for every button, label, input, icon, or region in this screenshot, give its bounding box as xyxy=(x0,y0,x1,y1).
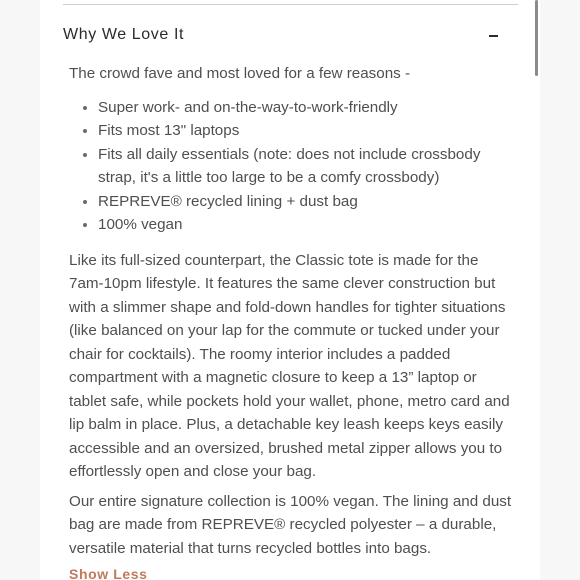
intro-text: The crowd fave and most loved for a few reasons - xyxy=(69,65,411,82)
minus-icon[interactable] xyxy=(489,30,499,40)
left-gutter xyxy=(0,0,40,580)
description-paragraph: Like its full-sized counterpart, the Classic tote is made for the 7am-10pm lifestyle. It features the same clever construction but with a slimmer shape and fold-down handles for tighter situations (like balanced on your lap for the commute or tucked under your chair for cocktails). The roomy interior includes a padded compartment with a magnetic closure to keep a 13” laptop or tablet safe, while pockets hold your wallet, phone, metro card and lip balm in place. Plus, a detachable key leash keeps keys easily accessible and an oversized, brushed metal zipper allows you to effortlessly open and close your bag. xyxy=(69,251,510,480)
vegan-paragraph: Our entire signature collection is 100% vegan. The lining and dust bag are made from REPREVE® recycled polyester – a durable, versatile material that turns recycled bottles into bags. xyxy=(69,492,512,557)
right-gutter xyxy=(540,0,580,580)
list-item: • Fits all daily essentials (note: does not include crossbody strap, it's a little too large to be a comfy crossbody) xyxy=(98,143,517,190)
accordion-header-why-we-love-it[interactable] xyxy=(63,23,503,47)
list-item: • 100% vegan xyxy=(98,213,517,237)
accordion-content xyxy=(69,62,517,566)
list-item: • REPREVE® recycled lining + dust bag xyxy=(98,190,517,214)
list-item: • Fits most 13" laptops xyxy=(98,119,517,143)
divider xyxy=(63,4,518,5)
scrollbar-thumb[interactable] xyxy=(535,0,538,76)
list-item: • Super work- and on-the-way-to-work-friendly xyxy=(98,96,517,120)
accordion-title: Why We Love It xyxy=(63,26,185,43)
feature-list xyxy=(69,96,517,237)
show-less-link[interactable]: Show Less xyxy=(69,566,148,580)
